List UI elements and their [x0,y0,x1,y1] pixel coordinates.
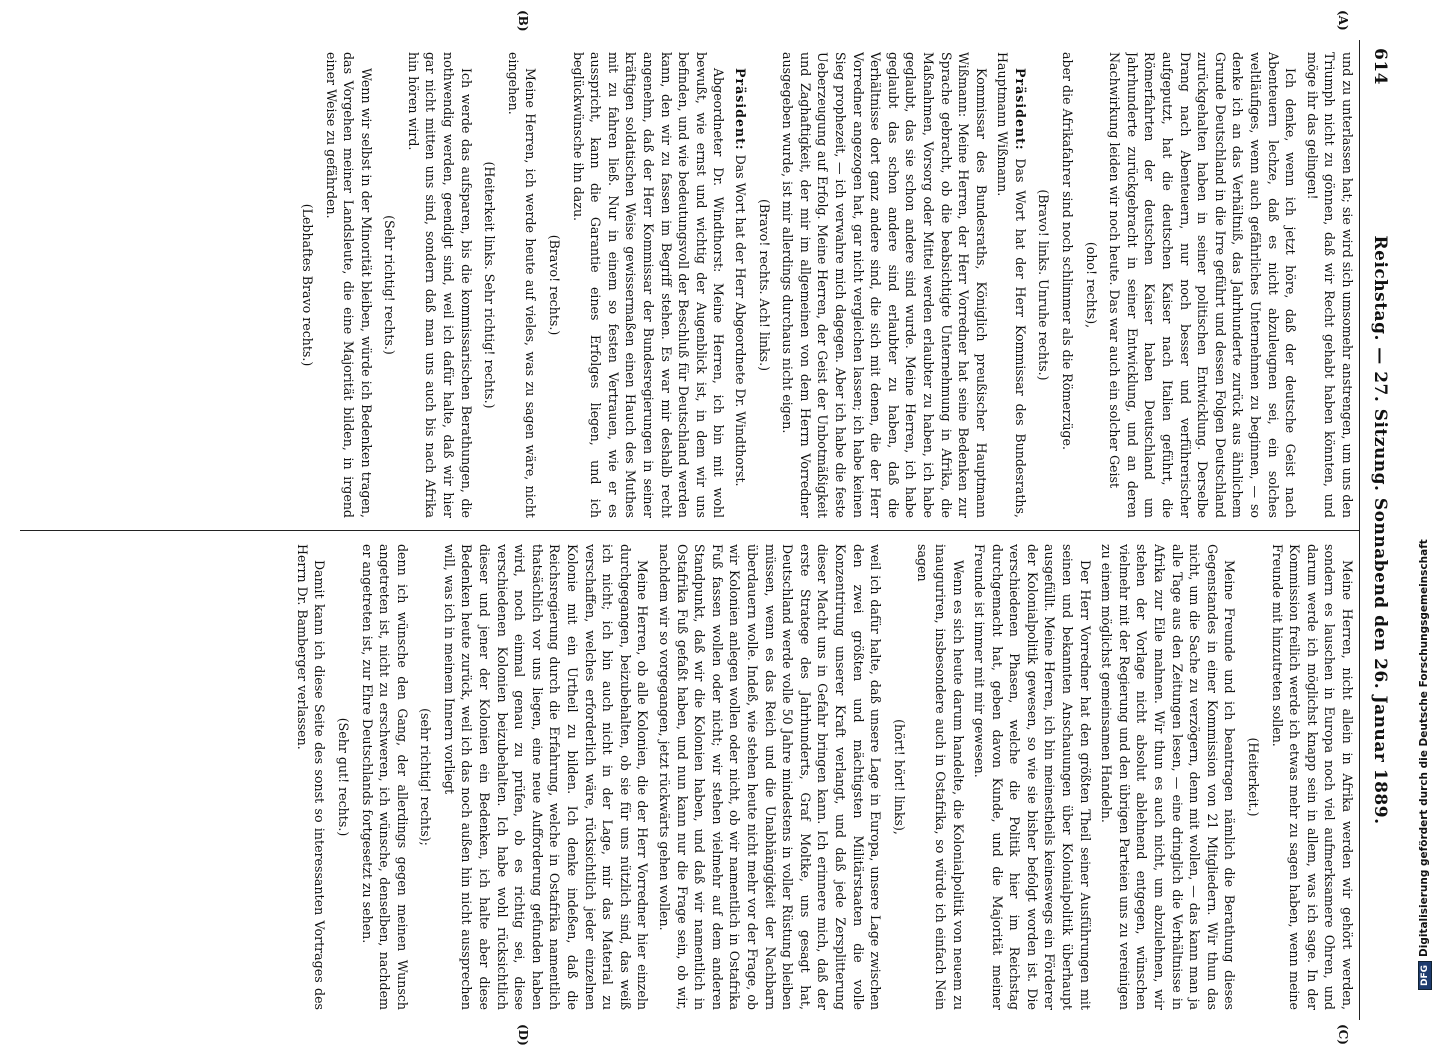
paragraph [731,52,749,518]
paragraph: Abgeordneter Dr. Windthorst: Meine Herren, ich bin mit wohl bewußt, wie ernst und wichtig der Augenblick ist, in dem wir uns befinden, und wie bedeutungsvoll der Beschluß für Deutschland werden kann, den wir zu fassen im Begriff stehen. Es war mir deshalb recht angenehm, daß der Herr Kommissar der Bundesregierungen in seiner kräftigen soldatischen Weise gewissermaßen einen Hauch des Muthes mit zu fahren ließ. Nur in einem so festen Vertrauen, wie er es ausspricht, kann die Garantie eines Erfolges liegen, und ich beglückwünsche ihn dazu. [570,52,727,518]
paragraph: Meine Herren, nicht allein in Afrika werden wir gehört werden, sondern es lauschen in Europa noch viel aufmerksamere Ohren, und darum werde ich möglichst knapp sein in allem, was ich sage. In der Kommission freilich werde ich etwas mehr zu sagen haben, wenn meine Freunde mit hinzutreten sollen. [1269,544,1355,1010]
digitization-footer [1408,0,1432,1000]
paragraph: Ich werde das aufsparen, bis die kommissarischen Berathungen, die nothwendig werden, geendigt sind, weil ich dafür halte, daß wir hier gar nicht mitten uns sind, sondern daß man uns auch bis nach Afrika hin hören wird. [405,52,474,518]
paragraph: und zu unterlassen hat; sie wird sich umsomehr anstrengen, um uns den Triumph nicht zu gönnen, daß wir Recht gehabt haben könnten, und möge ihr das gelingen! [1304,52,1355,518]
interjection: (oho! rechts), [1083,241,1099,329]
interjection: (Heiterkeit.) [1246,737,1262,817]
interjection: (Bravo! rechts.) [547,234,563,336]
paragraph: Meine Herren, ich werde heute auf vieles, was zu sagen wäre, nicht eingehen. [505,52,539,518]
interjection: (sehr richtig! rechts); [418,708,434,846]
paragraph: aber die Afrikafahrer sind noch schlimmer als die Römerzüge. [1060,52,1076,450]
margin-mark-d: (D) [516,1024,530,1046]
interjection: (Lebhaftes Bravo rechts.) [299,203,315,367]
paragraph: Wenn es sich heute darum handelte, die Kolonialpolitik von neuem zu inauguriren, insbesondere auch in Ostafrika, so würde ich einfach Nein sagen [915,544,966,1010]
paragraph-text: Das Wort hat der Herr Abgeordnete Dr. Windthorst. [733,154,748,487]
newspaper-page [20,10,1400,1046]
paragraph: Kommissar des Bundesraths, Königlich preußischer Hauptmann Wißmann: Meine Herren, der Herr Vorredner hat seine Bedenken zur Sprache gebracht, ob die beabsichtigte Unternehmung in Afrika, die Maßnahmen, Vorsorg oder Mittel werden erlaubter zu haben, ich habe geglaubt, das sie schon andere sind wurde. Meine Herren, ich habe geglaubt das schon andere sind erlaubter zu haben, daß die Verhältnisse dort ganz andere sind, die sich mit denen, die der Herr Vorredner angezogen hat, gar nicht vergleichen lassen; ich habe keinen Sieg prophezeit, — ich verwahre mich dagegen. Aber ich habe die feste Ueberzeugung auf Erfolg. Meine Herren, der Geist der Unbotmäßigkeit und Zaghaftigkeit, der mir im allgemeinen von dem Herrn Vorredner ausgegeben wurde, ist mir allerdings durchaus nicht eigen. [780,52,989,518]
footer-credit-text: Digitalisierung gefördert durch die Deutsche Forschungsgemeinschaft [1418,539,1430,957]
paragraph: denn ich wünsche den Gang, der allerdings gegen meinen Wunsch angetreten ist, nicht zu erschweren, ich wünsche, denselben, nachdem er angetreten ist, zur Ehre Deutschlands fortgesetzt zu sehen. [359,544,410,1010]
margin-mark-c: (C) [1336,1024,1350,1045]
interjection: (Sehr gut! rechts.) [335,717,351,837]
interjection: (Bravo! links. Unruhe rechts.) [1036,189,1052,381]
page-title: Reichstag. — 27. Sitzung. Sonnabend den 26. Januar 1889. [1370,235,1390,825]
paragraph: Ich denke, wenn ich jetzt höre, daß der deutsche Geist nach Abenteuern lechze, daß es nicht abzuleugnen sei, ein solches weltläufiges, wenn auch gefährliches Unternehmen zu beginnen, — so denke ich an das Verhältniß, das Jahrhunderte zurück aus ähnlichem Grunde Deutschland in die Irre geführt und dessen Folgen Deutschland zurückgehalten haben in seiner politischen Entwicklung. Derselbe Drang nach Abenteuern, nur noch besser und verführerischer aufgeputzt, hat die deutschen Kaiser nach Italien geführt, die Römerfahrten der deutschen Kaiser haben Deutschland um Jahrhunderte zurückgebracht in seiner Entwicklung, und an deren Nachwirkung leiden wir noch heute. Das war auch ein solcher Geist [1107,52,1299,518]
page-number: 614 [1370,48,1390,85]
paragraph: weil ich dafür halte, daß unsere Lage in Europa, unsere Lage zwischen den zwei größten und mächtigsten Militärstaaten die volle Konzentrirung unserer Kraft verlangt, und daß jede Zersplitterung dieser Macht uns in Gefahr bringen kann. Ich erinnere mich, daß der erste Stratege des Jahrhunderts, Graf Moltke, uns gesagt hat, Deutschland werde volle 50 Jahre mindestens in voller Rüstung bleiben müssen, wenn es das Reich und die Unabhängigkeit der Nachbarn überdauern wolle. Indeß, wie stehen heute nicht mehr vor der Frage, ob wir Kolonien anlegen wollen oder nicht, ob wir namentlich in Ostafrika Fuß fassen wollen oder nicht; wir stehen vielmehr auf dem anderen Standpunkt, daß wir die Kolonien haben, und daß wir namentlich in Ostafrika Fuß gefaßt haben, und nun kann nur die Frage sein, ob wir, nachdem wir so vorgegangen, jetzt rückwärts gehen wollen. [657,544,884,1010]
paragraph [994,52,1029,518]
interjection: (Bravo! rechts. Ach! links.) [756,198,772,372]
interjection: (Sehr richtig! rechts.) [382,215,398,355]
paragraph: Meine Herren, ob alle Kolonien, die der Herr Vorredner hier einzeln durchgegangen, beizubehalten, ob sie für uns nützlich sind, das weiß ich nicht; ich bin auch nicht in der Lage, mir das Material zu verschaffen, welches erforderlich wäre, rücksichtlich jeder einzelnen Kolonie mit ein Urtheil zu bilden. Ich denke indeßen, daß die Reichsregierung durch die Erfahrung, welche in Ostafrika namentlich thatsächlich vor uns liegen, eine neue Aufforderung gefunden haben wird, noch einmal genau zu prüfen, ob es richtig sei, diese verschiedenen Kolonien beizubehalten. Ich habe wohl rücksichtlich dieser und jener der Kolonien ein Bedenken, ich halte aber diese Bedenken heute zurück, weil ich das noch außen hin nicht aussprechen will, was ich in meinem Innern vorliegt [441,544,651,1010]
paragraph: Wenn wir selbst in der Minorität bleiben, würde ich Bedenken tragen, das Vorgehen meiner Landsleute, die eine Majorität bilden, in irgend einer Weise zu gefährden. [323,52,374,518]
speaker-label: Präsident: [733,68,748,151]
paragraph: Meine Freunde und ich beantragen nämlich die Berathung dieses Gegenstandes in einer Kommission von 21 Mitgliedern. Wir thun das nicht, um die Sache zu verzögern, denn mit wollen, — das kann man ja alle Tage aus den Zeitungen lesen, — eine dringlich die Verhältnisse in Afrika zur Eile mahnen. Wir thun es auch nicht, um abzulehnen, wir stehen der Vorlage nicht absolut ablehnend entgegen, wünschen vielmehr mit der Regierung und den übrigen Parteien uns zu vereinigen zu einem möglichst gemeinsamen Handeln. [1099,544,1238,1010]
page-header [1359,40,1400,1020]
paragraph-text: Das Wort hat der Herr Kommissar des Bundesraths, Hauptmann Wißmann. [995,52,1028,518]
right-text-column [26,544,1356,1010]
left-text-column [26,52,1356,518]
paragraph: Damit kann ich diese Seite des sonst so interessanten Vortrages des Herrn Dr. Bamberger verlassen. [294,544,328,1010]
paragraph: Der Herr Vorredner hat den größten Theil seiner Ausführungen mit seinen und bekannten Anschauungen über Kolonialpolitik überhaupt ausgefüllt. Meine Herren, ich bin meinestheils keineswegs ein Förderer der Kolonialpolitik gewesen, so wie sie bisher befolgt worden ist. Die verschiedenen Phasen, welche die Politik hier im Reichstag durchgemacht hat, geben davon Kunde, und die Majorität meiner Freunde ist immer mit mir gewesen. [972,544,1093,1010]
margin-mark-a: (A) [1336,10,1350,31]
interjection: (hört! hört! links), [891,719,907,835]
column-divider [20,530,1360,531]
speaker-label: Präsident: [1012,68,1028,151]
margin-mark-b: (B) [516,10,530,32]
interjection: (Heiterkeit links. Sehr richtig! rechts.) [482,161,498,409]
dfg-logo: DFG [1418,961,1432,990]
